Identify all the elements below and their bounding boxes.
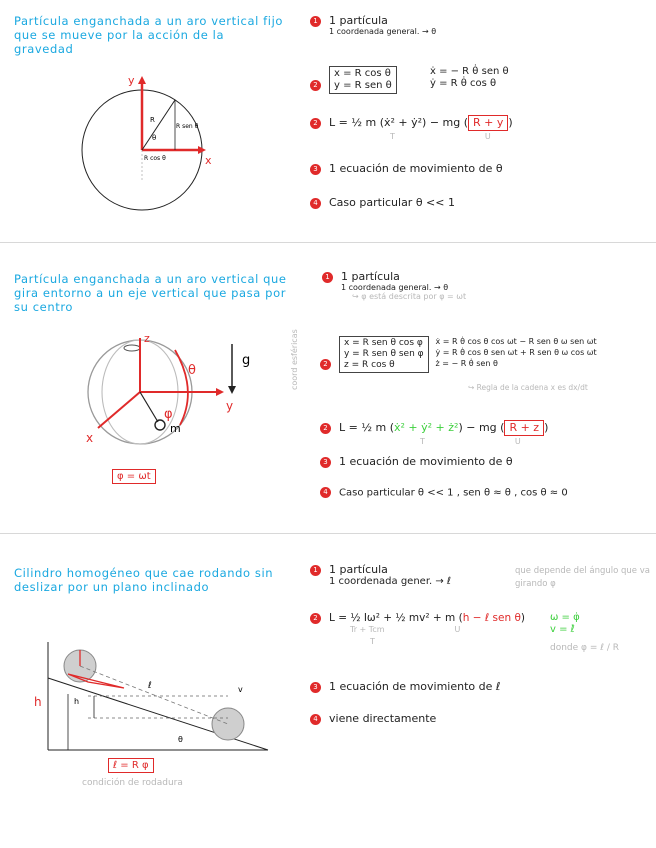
fig1-rcos-label: R cos θ bbox=[144, 155, 166, 162]
s2-step3-text: 1 ecuación de movimiento de θ bbox=[339, 455, 513, 468]
section2-step1 bbox=[322, 270, 466, 301]
step-number-1: 1 bbox=[310, 16, 321, 27]
step-number-4: 4 bbox=[310, 198, 321, 209]
s1-lag-box: R + y bbox=[468, 115, 508, 131]
section2-title: Partícula enganchada a un aro vertical que gira entorno a un eje vertical que pasa por su centro bbox=[14, 272, 287, 314]
fig1-y-label: y bbox=[128, 74, 135, 87]
section3-step3 bbox=[310, 680, 500, 693]
s3-lag-red: h − ℓ sen θ bbox=[462, 612, 521, 624]
fig2-theta-label: θ bbox=[188, 363, 196, 378]
s3-step1-line1: 1 partícula bbox=[329, 563, 388, 576]
s2-lag-T: T bbox=[420, 437, 425, 446]
s1-lag-main: L = ½ m (ẋ² + ẏ²) − mg ( bbox=[329, 116, 469, 129]
s2-eq-x: x = R sen θ cos φ bbox=[344, 338, 423, 348]
s1-lag-T: T bbox=[390, 132, 395, 141]
s1-step3-text: 1 ecuación de movimiento de θ bbox=[329, 162, 503, 175]
section3-figure bbox=[28, 638, 278, 768]
section1-step4 bbox=[310, 196, 455, 209]
fig3-l-label: ℓ bbox=[148, 681, 152, 691]
s3-donde: donde φ = ℓ / R bbox=[550, 643, 619, 653]
s3-lag-T: T bbox=[370, 637, 375, 646]
s2-lag-mid: ) − mg ( bbox=[458, 421, 505, 434]
fig2-z-label: z bbox=[144, 332, 150, 345]
fig2-y-label: y bbox=[226, 399, 234, 413]
step-number-1: 1 bbox=[310, 565, 321, 576]
s2-eq-z-rest: R cos θ bbox=[362, 360, 395, 370]
fig1-theta-label: θ bbox=[152, 134, 157, 142]
step-number-4: 4 bbox=[310, 714, 321, 725]
fig3-h-small-label: h bbox=[74, 697, 80, 706]
s1-lag-U: U bbox=[484, 132, 491, 141]
step-number-3: 3 bbox=[310, 164, 321, 175]
s1-step1-line2: 1 coordenada general. → θ bbox=[329, 27, 437, 36]
section2-position-equations bbox=[320, 336, 597, 373]
s3-lag-Tparts: Tr + Tcm bbox=[350, 625, 385, 634]
s2-eq-ydot: ẏ = R θ̇ cos θ sen ωt + R sen θ ω cos ωt bbox=[435, 348, 597, 357]
s2-eq-xdot: ẋ = R θ̇ cos θ cos ωt − R sen θ ω sen ωt bbox=[435, 337, 597, 346]
s1-lag-close: ) bbox=[508, 116, 513, 129]
s2-step4-text: Caso particular θ << 1 , sen θ ≈ θ , cos θ ≈ 0 bbox=[339, 487, 568, 499]
step-number-2b: 2 bbox=[310, 118, 321, 129]
step-number-2: 2 bbox=[310, 613, 321, 624]
s1-eq-x: x = R cos θ bbox=[334, 68, 391, 79]
section1-step1 bbox=[310, 14, 436, 36]
s3-vel: v = ℓ̇ bbox=[550, 624, 575, 635]
s2-eq-z: z = bbox=[344, 360, 362, 370]
step-number-3: 3 bbox=[310, 682, 321, 693]
section1-position-equations bbox=[310, 66, 509, 94]
section1-title: Partícula enganchada a un aro vertical fijo que se mueve por la acción de la gravedad bbox=[14, 14, 284, 56]
s2-lag-main: L = ½ m ( bbox=[339, 421, 394, 434]
fig3-h-big-label: h bbox=[34, 695, 42, 709]
step-number-3: 3 bbox=[320, 457, 331, 468]
fig1-r-label: R bbox=[150, 116, 155, 124]
section3-title: Cilindro homogéneo que cae rodando sin deslizar por un plano inclinado bbox=[14, 566, 274, 594]
step-number-2: 2 bbox=[310, 80, 321, 91]
s1-eq-y: y = R sen θ bbox=[334, 80, 392, 91]
s3-step1-line2: 1 coordenada gener. → ℓ bbox=[329, 576, 452, 587]
step-number-1: 1 bbox=[322, 272, 333, 283]
s2-step1-note: ↪ φ está descrita por φ = ωt bbox=[352, 292, 467, 301]
s3-lag-close: ) bbox=[520, 612, 525, 624]
section1-figure bbox=[70, 72, 230, 212]
section3-lagrangian bbox=[310, 612, 525, 648]
divider-2 bbox=[0, 533, 656, 534]
s2-eq-y: y = R sen θ sen φ bbox=[344, 349, 424, 359]
fig3-theta-label: θ bbox=[178, 735, 183, 744]
divider-1 bbox=[0, 242, 656, 243]
s2-position-box bbox=[339, 336, 429, 373]
s3-omega-vel bbox=[550, 612, 580, 636]
section1-step3 bbox=[310, 162, 503, 175]
s2-lag-close: ) bbox=[544, 421, 549, 434]
section2-lagrangian bbox=[320, 420, 548, 448]
s2-lag-U: U bbox=[514, 437, 521, 446]
s2-lag-green: ẋ² + ẏ² + ż² bbox=[394, 421, 459, 434]
fig1-rsin-label: R sen θ bbox=[176, 123, 199, 130]
s1-step4-text: Caso particular θ << 1 bbox=[329, 196, 455, 209]
section2-figure bbox=[80, 330, 280, 500]
fig2-phi-label: φ bbox=[164, 407, 173, 422]
step-number-2b: 2 bbox=[320, 423, 331, 434]
section2-step4 bbox=[320, 487, 568, 499]
fig1-x-label: x bbox=[205, 154, 212, 167]
s3-step4-text: viene directamente bbox=[329, 712, 437, 725]
s2-step1-line1: 1 partícula bbox=[341, 270, 400, 283]
s2-side-label: coord esféricas bbox=[290, 329, 299, 390]
s3-lag-main: L = ½ Iω² + ½ mv² + m ( bbox=[329, 612, 463, 624]
s2-step1-line2: 1 coordenada general. → θ bbox=[341, 283, 449, 292]
s1-step1-line1: 1 partícula bbox=[329, 14, 388, 27]
section3-step1 bbox=[310, 563, 451, 587]
s2-eq-zdot: ż = − R θ̇ sen θ bbox=[435, 359, 498, 368]
phi-equals-omega-t-box: φ = ωt bbox=[112, 469, 156, 484]
s3-step3-text: 1 ecuación de movimiento de ℓ bbox=[329, 680, 501, 693]
fig2-m-label: m bbox=[170, 422, 181, 435]
s3-lag-U: U bbox=[454, 625, 461, 634]
s2-chain-note: ↪ Regla de la cadena x es dx/dt bbox=[468, 383, 588, 392]
fig2-x-label: x bbox=[86, 431, 94, 445]
step-number-2: 2 bbox=[320, 359, 331, 370]
s1-eq-ydot: ẏ = R θ̇ cos θ bbox=[429, 78, 497, 89]
s2-lag-box: R + z bbox=[504, 420, 544, 436]
fig2-g-label: g bbox=[242, 353, 251, 368]
rolling-condition-caption: condición de rodadura bbox=[82, 778, 183, 788]
s3-step1-note: que depende del ángulo que va girando φ bbox=[515, 566, 650, 589]
section1-lagrangian bbox=[310, 115, 513, 143]
rolling-condition-box: ℓ = R φ bbox=[108, 758, 154, 773]
fig3-v-label: v bbox=[238, 685, 243, 694]
section3-step4 bbox=[310, 712, 436, 725]
s1-position-box bbox=[329, 66, 397, 94]
step-number-4: 4 bbox=[320, 487, 331, 498]
section2-step3 bbox=[320, 455, 513, 468]
s1-eq-xdot: ẋ = − R θ̇ sen θ bbox=[429, 66, 509, 77]
s3-omega: ω = φ̇ bbox=[550, 612, 580, 623]
